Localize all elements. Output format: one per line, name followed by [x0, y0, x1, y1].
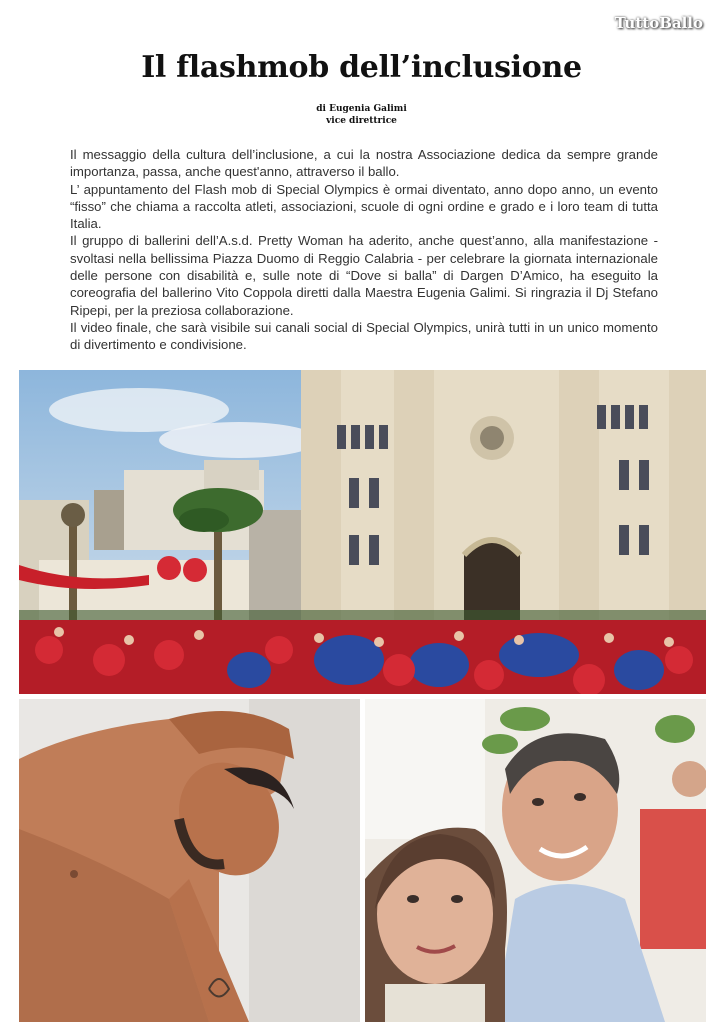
byline: [0, 103, 723, 127]
paragraph: L’ appuntamento del Flash mob di Special Olympics è ormai diventato, anno dopo anno, un evento “fisso” che chiama a raccolta atleti, associazioni, scuole di ogni ordine e grado e i loro team di tutta Italia.: [70, 181, 658, 232]
article-title: Il flashmob dell’inclusione: [141, 50, 582, 85]
author-role: vice direttrice: [326, 116, 397, 126]
brand-logo: TuttoBallo: [614, 14, 703, 32]
author-name: di Eugenia Galimi: [316, 104, 407, 114]
paragraph: Il messaggio della cultura dell’inclusione, a cui la nostra Associazione dedica da sempre grande importanza, passa, anche quest'anno, attraverso il ballo.: [70, 147, 658, 180]
cathedral-flashmob-photo: [19, 370, 706, 694]
paragraph: Il gruppo di ballerini dell’A.s.d. Pretty Woman ha aderito, anche quest’anno, alla manifestazione - svoltasi nella bellissima Piazza Duomo di Reggio Calabria - per celebrare la giornata internazionale delle persone con disabilità e, sulle note di “Dove si balla” di Dargen D’Amico, ha eseguito la coreografia del ballerino Vito Coppola diretti dalla Maestra Eugenia Galimi. Si ringrazia il Dj Stefano Ripepi, per la preziosa collaborazione.: [70, 233, 658, 318]
dancer-portrait-photo: [19, 699, 360, 1022]
article-body: [70, 146, 658, 354]
paragraph: Il video finale, che sarà visibile sui canali social di Special Olympics, unirà tutti in un unico momento di divertimento e condivisione.: [70, 319, 658, 353]
selfie-photo: [365, 699, 706, 1022]
